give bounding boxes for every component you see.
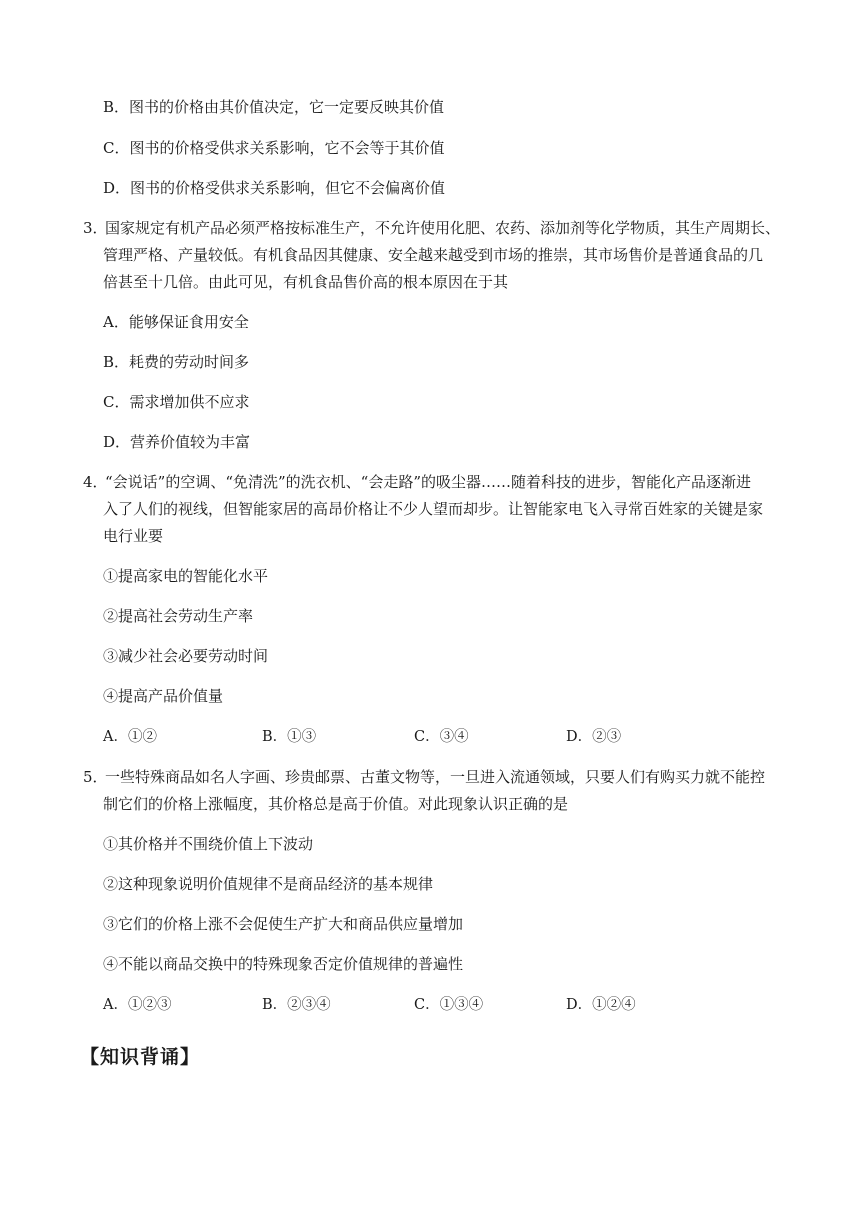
q5-stem-line-1: 一些特殊商品如名人字画、珍贵邮票、古董文物等，一旦进入流通领域，只要人们有购买力就不能控 (105, 768, 766, 786)
q4-choices (103, 727, 703, 747)
q4-choice-b: B．①③ (262, 729, 317, 745)
q4-choice-d: D．②③ (566, 729, 622, 745)
q5-item-1: ①其价格并不围绕价值上下波动 (103, 835, 314, 853)
q4-item-3: ③减少社会必要劳动时间 (103, 647, 269, 665)
q3-option-a: A．能够保证食用安全 (103, 313, 249, 331)
q2-option-b: B．图书的价格由其价值决定，它一定要反映其价值 (103, 98, 445, 116)
q3-stem-line-1: 国家规定有机产品必须严格按标准生产，不允许使用化肥、农药、添加剂等化学物质，其生产周期长、 (105, 219, 781, 237)
q4-number: 4． (83, 473, 108, 491)
q3-stem-line-2: 管理严格、产量较低。有机食品因其健康、安全越来越受到市场的推崇，其市场售价是普通食品的几 (103, 246, 764, 264)
q5-item-2: ②这种现象说明价值规律不是商品经济的基本规律 (103, 875, 434, 893)
q3-stem-line-3: 倍甚至十几倍。由此可见，有机食品售价高的根本原因在于其 (103, 273, 509, 291)
q4-item-2: ②提高社会劳动生产率 (103, 607, 254, 625)
q5-number: 5． (83, 768, 108, 786)
q4-choice-c: C．③④ (414, 729, 469, 745)
q5-choices (103, 995, 703, 1015)
q4-stem-line-1: “会说话”的空调、“免清洗”的洗衣机、“会走路”的吸尘器……随着科技的进步，智能化产品逐渐进 (105, 473, 752, 491)
q5-choice-d: D．①②④ (566, 997, 636, 1013)
q5-choice-c: C．①③④ (414, 997, 484, 1013)
q3-number: 3． (83, 219, 108, 237)
q4-stem-line-2: 入了人们的视线，但智能家居的高昂价格让不少人望而却步。让智能家电飞入寻常百姓家的关键是家 (103, 500, 764, 518)
q4-choice-a: A．①② (103, 729, 157, 745)
q5-choice-a: A．①②③ (103, 997, 172, 1013)
q2-option-c: C．图书的价格受供求关系影响，它不会等于其价值 (103, 139, 445, 157)
q3-option-b: B．耗费的劳动时间多 (103, 353, 250, 371)
q5-stem-line-2: 制它们的价格上涨幅度，其价格总是高于价值。对此现象认识正确的是 (103, 795, 569, 813)
q5-choice-b: B．②③④ (262, 997, 331, 1013)
q3-option-c: C．需求增加供不应求 (103, 393, 250, 411)
q5-item-4: ④不能以商品交换中的特殊现象否定价值规律的普遍性 (103, 955, 464, 973)
q4-item-4: ④提高产品价值量 (103, 687, 224, 705)
q4-item-1: ①提高家电的智能化水平 (103, 567, 269, 585)
q5-item-3: ③它们的价格上涨不会促使生产扩大和商品供应量增加 (103, 915, 464, 933)
q2-option-d: D．图书的价格受供求关系影响，但它不会偏离价值 (103, 179, 446, 197)
section-heading: 【知识背诵】 (80, 1046, 201, 1068)
q3-option-d: D．营养价值较为丰富 (103, 433, 251, 451)
q4-stem-line-3: 电行业要 (103, 527, 164, 545)
